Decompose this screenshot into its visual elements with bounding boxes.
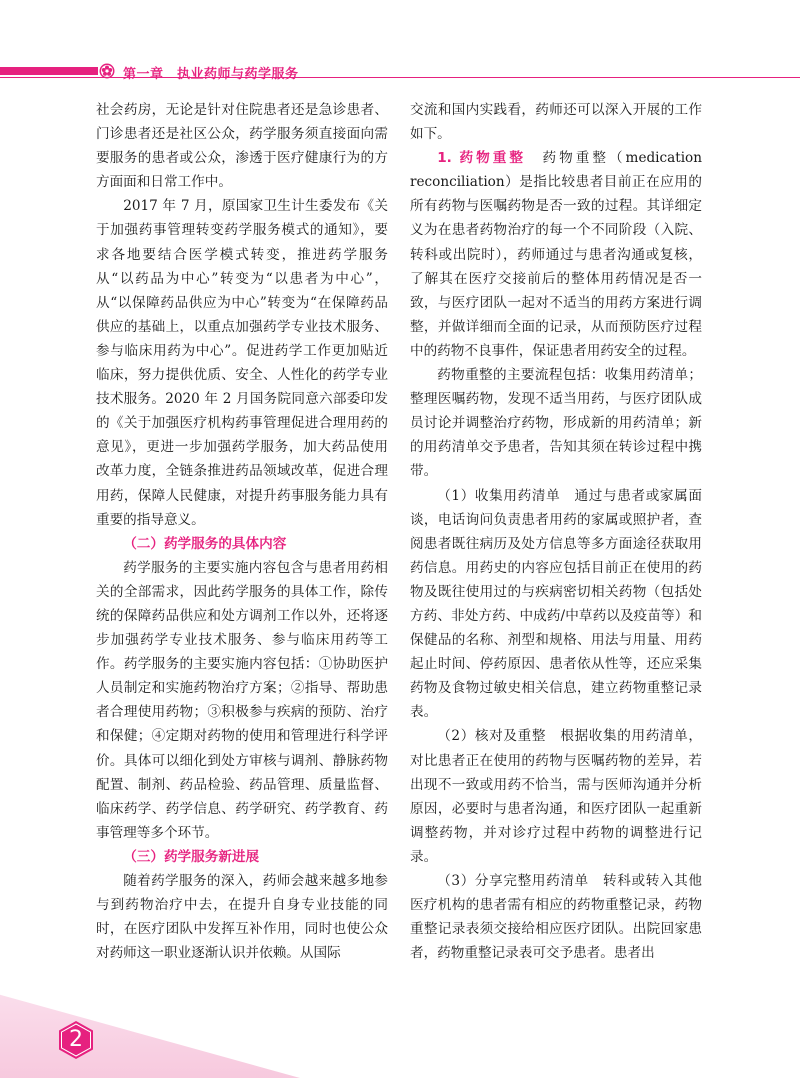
paragraph: 药物重整的主要流程包括：收集用药清单；整理医嘱药物，发现不适当用药，与医疗团队成员讨论并调整治疗药物，形成新的用药清单；新的用药清单交予患者，告知其须在转诊过程中携带。 <box>410 367 702 480</box>
right-column <box>410 98 702 965</box>
page-number: 2 <box>69 1027 83 1052</box>
paragraph: 社会药房，无论是针对住院患者还是急诊患者、门诊患者还是社区公众，药学服务须直接面向需要服务的患者或公众，渗透于医疗健康行为的方方面面和日常工作中。 <box>96 102 388 191</box>
paragraph: （2）核对及重整 根据收集的用药清单，对比患者正在使用的药物与医嘱药物的差异，若出现不一致或用药不恰当，需与医师沟通并分析原因，必要时与患者沟通，和医疗团队一起重新调整药物，并对诊疗过程中药物的调整进行记录。 <box>410 728 702 865</box>
paragraph: 交流和国内实践看，药师还可以深入开展的工作如下。 <box>410 102 702 143</box>
paragraph: 药学服务的主要实施内容包含与患者用药相关的全部需求，因此药学服务的具体工作，除传统的保障药品供应和处方调剂工作以外，还将逐步加强药学专业技术服务、参与临床用药等工作。药学服务的主要实施内容包括：①协助医护人员制定和实施药物治疗方案；②指导、帮助患者合理使用药物；③积极参与疾病的预防、治疗和保健；④定期对药物的使用和管理进行科学评价。具体可以细化到处方审核与调剂、静脉药物配置、制剂、药品检验、药品管理、质量监督、临床药学、药学信息、药学研究、药学教育、药事管理等多个环节。 <box>96 559 388 841</box>
section-heading: （二）药学服务的具体内容 <box>123 535 287 552</box>
item-heading: 1. 药物重整 <box>437 150 526 167</box>
header-rule <box>0 77 800 78</box>
paragraph: 随着药学服务的深入，药师会越来越多地参与到药物治疗中去，在提升自身专业技能的同时，在医疗团队中发挥互补作用，同时也使公众对药师这一职业逐渐认识并依赖。从国际 <box>96 873 388 962</box>
page-corner-decoration <box>0 980 300 1078</box>
chapter-title: 第一章 执业药师与药学服务 <box>123 67 299 82</box>
header-accent-bar <box>0 67 98 75</box>
paragraph: 2017 年 7 月，原国家卫生计生委发布《关于加强药事管理转变药学服务模式的通知》，要求各地要结合医学模式转变，推进药学服务从“以药品为中心”转变为“以患者为中心”，从“以保障药品供应为中心”转变为“在保障药品供应的基础上，以重点加强药学专业技术服务、参与临床用药为中心”。促进药学工作更加贴近临床，努力提供优质、安全、人性化的药学专业技术服务。2020 年 2 月国务院同意六部委印发的《关于加强医疗机构药事管理促进合理用药的意见》，更进一步加强药学服务，加大药品使用改革力度，全链条推进药品领域改革，促进合理用药，保障人民健康，对提升药事服务能力具有重要的指导意义。 <box>96 198 388 528</box>
item-text: 药物重整（medication reconciliation）是指比较患者目前正在应用的所有药物与医嘱药物是否一致的过程。其详细定义为在患者药物治疗的每一个不同阶段（入院、转科或出院时），药师通过与患者沟通或复核，了解其在医疗交接前后的整体用药情况是否一致，与医疗团队一起对不适当的用药方案进行调整，并做详细而全面的记录，从而预防医疗过程中的药物不良事件，保证患者用药安全的过程。 <box>410 150 703 359</box>
section-heading: （三）药学服务新进展 <box>123 848 260 865</box>
flower-icon <box>99 63 115 79</box>
paragraph: （3）分享完整用药清单 转科或转入其他医疗机构的患者需有相应的药物重整记录，药物重整记录表须交接给相应医疗团队。出院回家患者，药物重整记录表可交予患者。患者出 <box>410 873 702 962</box>
paragraph: （1）收集用药清单 通过与患者或家属面谈，电话询问负责患者用药的家属或照护者，查阅患者既往病历及处方信息等多方面途径获取用药信息。用药史的内容应包括目前正在使用的药物及既往使用过的与疾病密切相关药物（包括处方药、非处方药、中成药/中草药以及疫苗等）和保健品的名称、剂型和规格、用法与用量、用药起止时间、停药原因、患者依从性等，还应采集药物及食物过敏史相关信息，建立药物重整记录表。 <box>410 487 702 721</box>
paragraph-item1 <box>410 146 702 363</box>
left-column <box>96 98 388 965</box>
